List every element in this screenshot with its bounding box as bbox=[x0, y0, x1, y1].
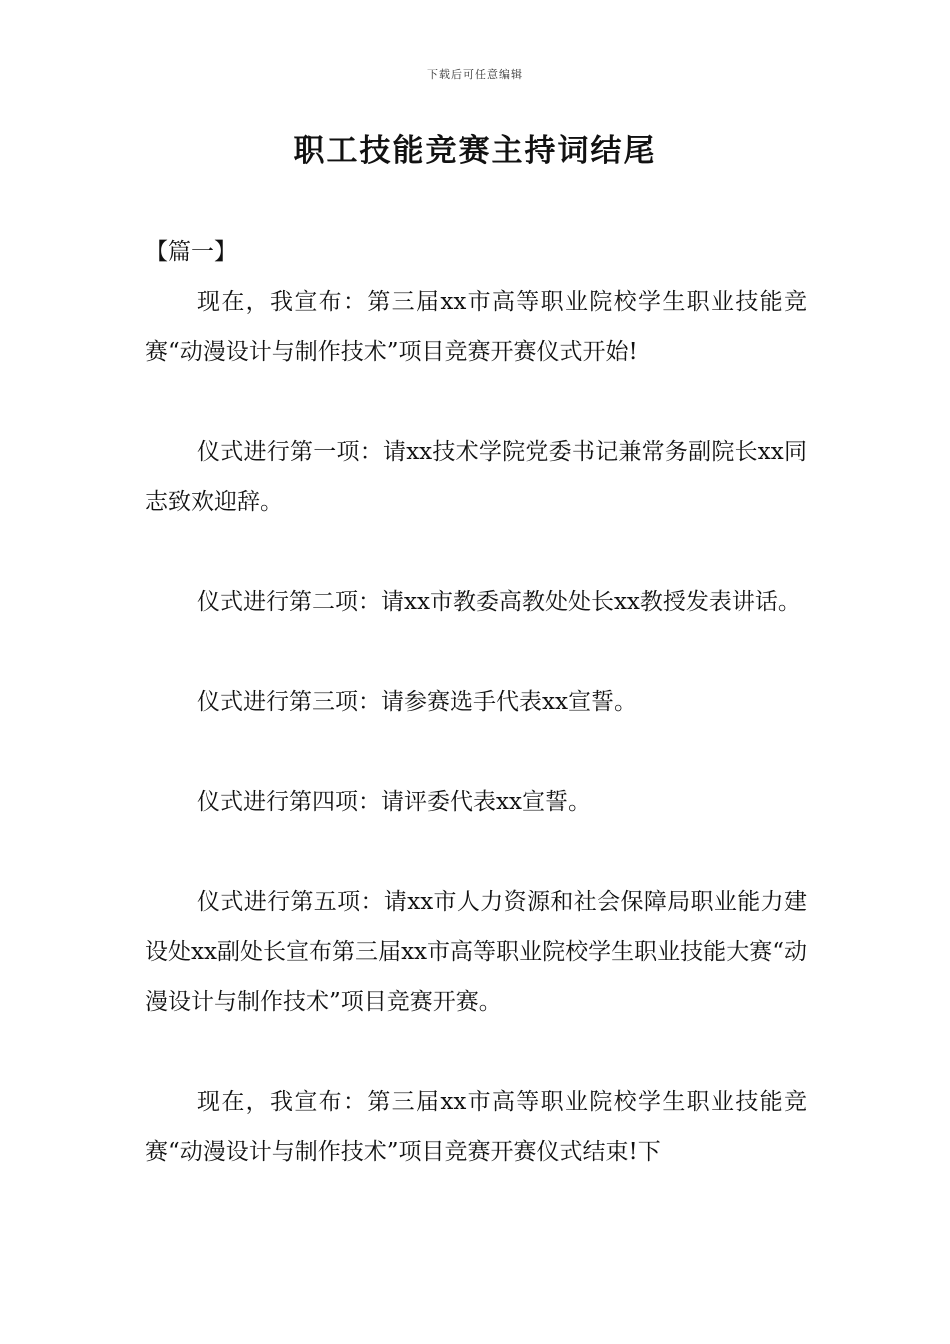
paragraph: 仪式进行第五项：请xx市人力资源和社会保障局职业能力建设处xx副处长宣布第三届xx市高等职业院校学生职业技能大赛“动漫设计与制作技术”项目竞赛开赛。 bbox=[145, 889, 807, 1015]
paragraph: 现在，我宣布：第三届xx市高等职业院校学生职业技能竞赛“动漫设计与制作技术”项目竞赛开赛仪式开始! bbox=[145, 289, 807, 365]
paragraph: 仪式进行第一项：请xx技术学院党委书记兼常务副院长xx同志致欢迎辞。 bbox=[145, 439, 807, 515]
document-title: 职工技能竞赛主持词结尾 bbox=[293, 133, 657, 169]
paragraph: 仪式进行第二项：请xx市教委高教处处长xx教授发表讲话。 bbox=[197, 589, 801, 615]
document-body bbox=[145, 227, 807, 1177]
paragraph: 仪式进行第三项：请参赛选手代表xx宣誓。 bbox=[197, 689, 637, 715]
paragraph: 现在，我宣布：第三届xx市高等职业院校学生职业技能竞赛“动漫设计与制作技术”项目竞赛开赛仪式结束!下 bbox=[145, 1089, 807, 1165]
header-note: 下载后可任意编辑 bbox=[427, 68, 523, 81]
section-label: 【篇一】 bbox=[145, 239, 237, 265]
paragraph: 仪式进行第四项：请评委代表xx宣誓。 bbox=[197, 789, 591, 815]
